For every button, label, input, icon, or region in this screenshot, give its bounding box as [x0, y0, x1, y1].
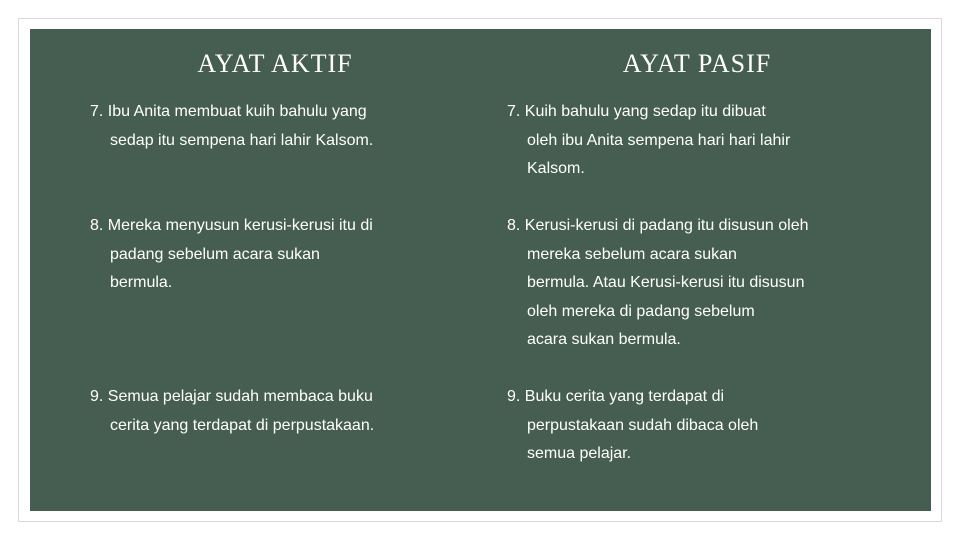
passive-sentence-8-line-2: mereka sebelum acara sukan: [527, 245, 737, 263]
active-sentence-9: [90, 383, 490, 440]
passive-sentence-heading: AYAT PASIF: [622, 49, 772, 78]
passive-sentence-8-line-5: acara sukan bermula.: [527, 331, 681, 348]
passive-sentence-9: [507, 383, 907, 469]
active-sentence-8-line-1: 8. Mereka menyusun kerusi-kerusi itu di: [90, 217, 373, 234]
passive-sentence-9-line-1: 9. Buku cerita yang terdapat di: [507, 388, 725, 405]
passive-sentence-8-line-3: bermula. Atau Kerusi-kerusi itu disusun: [527, 274, 805, 291]
passive-sentence-8: [507, 212, 907, 355]
active-sentence-8: [90, 212, 490, 298]
passive-sentence-9-line-2: perpustakaan sudah dibaca oleh: [527, 416, 759, 434]
active-sentence-7: [90, 98, 490, 155]
passive-sentence-7: [507, 98, 907, 184]
active-sentence-7-line-2: sedap itu sempena hari lahir Kalsom.: [110, 131, 374, 149]
active-sentence-9-line-1: 9. Semua pelajar sudah membaca buku: [90, 388, 373, 405]
passive-sentence-8-line-1: 8. Kerusi-kerusi di padang itu disusun oleh: [507, 217, 809, 234]
active-sentence-8-line-2: padang sebelum acara sukan: [110, 245, 320, 263]
active-sentence-heading: AYAT AKTIF: [197, 49, 353, 78]
passive-sentence-8-line-4: oleh mereka di padang sebelum: [527, 302, 755, 320]
passive-sentence-7-line-2: oleh ibu Anita sempena hari hari lahir: [527, 131, 791, 149]
passive-sentence-9-line-3: semua pelajar.: [527, 445, 632, 462]
slide: [30, 29, 931, 511]
active-sentence-8-line-3: bermula.: [110, 274, 173, 291]
active-sentence-7-line-1: 7. Ibu Anita membuat kuih bahulu yang: [90, 103, 367, 120]
passive-sentence-7-line-3: Kalsom.: [527, 160, 585, 177]
passive-sentence-7-line-1: 7. Kuih bahulu yang sedap itu dibuat: [507, 103, 766, 120]
active-sentence-9-line-2: cerita yang terdapat di perpustakaan.: [110, 416, 375, 434]
